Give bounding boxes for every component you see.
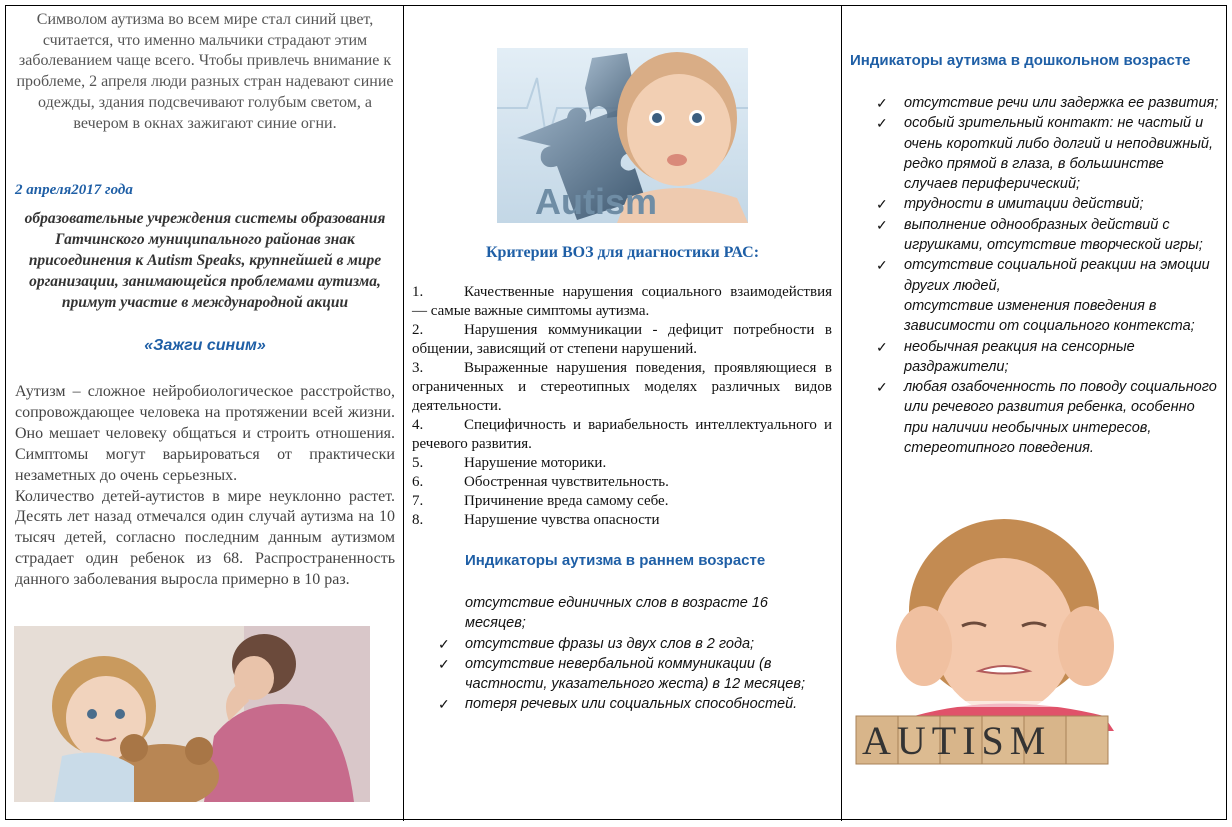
indicator-item — [876, 194, 1221, 214]
check-mark-icon: ✓ — [876, 338, 888, 355]
left-panel — [6, 6, 402, 821]
organizations-paragraph: образовательные учреждения системы образования Гатчинского муниципального районав знак присоединения к Autism Speaks, крупнейшей в мире организации, занимающейся проблемами аутизма, примут участие в международной акции — [24, 210, 386, 311]
indicator-item — [876, 255, 1221, 296]
mother-child-illustration — [14, 626, 370, 802]
criteria-text: Качественные нарушения социального взаимодействия — самые важные симптомы аутизма. — [412, 284, 832, 319]
criteria-number: 1. — [412, 284, 424, 300]
check-mark-icon: ✓ — [876, 196, 888, 213]
criteria-number: 3. — [412, 360, 424, 376]
check-mark-icon: ✓ — [876, 257, 888, 274]
early-indicators-list — [432, 593, 832, 715]
criteria-item — [412, 283, 832, 321]
criteria-number: 7. — [412, 493, 424, 509]
criteria-text: Нарушение моторики. — [464, 455, 607, 471]
check-mark-icon: ✓ — [438, 696, 450, 713]
indicator-text: любая озабоченность по поводу социального или речевого развития ребенка, особенно при наличии необычных интересов, стереотипного поведения. — [904, 379, 1217, 457]
indicator-item — [876, 296, 1221, 337]
criteria-text: Нарушение чувства опасности — [464, 512, 660, 528]
criteria-list — [412, 283, 832, 530]
indicator-text: отсутствие единичных слов в возрасте 16 месяцев; — [465, 595, 768, 632]
check-mark-icon: ✓ — [876, 115, 888, 132]
criteria-item — [412, 454, 832, 473]
indicator-item — [876, 337, 1221, 378]
criteria-number: 6. — [412, 474, 424, 490]
preschool-indicators-list — [876, 93, 1221, 458]
indicator-text: необычная реакция на сенсорные раздражители; — [904, 338, 1135, 375]
indicator-item — [876, 215, 1221, 256]
middle-panel — [403, 6, 840, 821]
early-indicators-title: Индикаторы аутизма в раннем возрасте — [465, 552, 766, 569]
indicator-text: особый зрительный контакт: не частый и очень короткий либо долгий и неподвижный, редко прямой в глаза, в большинстве случаев периферический; — [904, 115, 1214, 193]
campaign-name: «Зажги синим» — [144, 337, 266, 354]
criteria-title: Критерии ВОЗ для диагностики РАС: — [485, 244, 760, 261]
indicator-text: отсутствие изменения поведения в зависимости от социального контекста; — [904, 297, 1195, 335]
criteria-item — [412, 473, 832, 492]
criteria-item — [412, 416, 832, 454]
intro-paragraph: Символом аутизма во всем мире стал синий цвет, считается, что именно мальчики страдают этим заболеванием чаще всего. Чтобы привлечь внимание к проблеме, 2 апреля люди разных стран надевают синие одежды, здания подсвечивают голубым светом, а вечером в окнах зажигают синие огни. — [16, 11, 394, 132]
indicator-item — [432, 593, 832, 634]
description-paragraph-2: Количество детей-аутистов в мире неуклонно растет. Десять лет назад отмечался один случай аутизма на 10 тысяч детей, согласно последним данным аутизмом страдает один ребенок из 68. Распространенность данного заболевания выросла примерно в 10 раз. — [15, 487, 395, 589]
indicator-text: трудности в имитации действий; — [904, 196, 1144, 213]
indicator-text: отсутствие невербальной коммуникации (в частности, указательного жеста) в 12 месяцев; — [465, 655, 805, 693]
description-paragraph-1: Аутизм – сложное нейробиологическое расстройство, сопровождающее человека на протяжении всей жизни. Оно мешает человеку общаться и строить отношения. Симптомы могут варьироваться от практически незаметных до очень серьезных. — [15, 383, 395, 484]
criteria-text: Специфичность и вариабельность интеллектуального и речевого развития. — [412, 417, 832, 452]
autism-banner-image — [497, 48, 748, 223]
criteria-text: Причинение вреда самому себе. — [464, 493, 669, 509]
indicator-item — [876, 113, 1221, 194]
criteria-item — [412, 492, 832, 511]
mother-child-photo — [14, 626, 370, 802]
criteria-text: Выраженные нарушения поведения, проявляющиеся в ограниченных и стереотипных моделях различных видов деятельности. — [412, 360, 832, 414]
event-date: 2 апреля2017 года — [15, 182, 133, 198]
banner-title: Autism — [535, 181, 658, 222]
indicator-item — [876, 377, 1221, 458]
criteria-item — [412, 359, 832, 416]
child-covering-ears-photo — [854, 516, 1199, 771]
criteria-number: 4. — [412, 417, 424, 433]
criteria-item — [412, 511, 832, 530]
criteria-number: 5. — [412, 455, 424, 471]
check-mark-icon: ✓ — [876, 95, 888, 111]
blocks-text: AUTISM — [862, 718, 1052, 763]
baby-puzzle-illustration — [497, 48, 748, 223]
right-panel — [841, 6, 1226, 821]
check-mark-icon: ✓ — [438, 635, 450, 652]
indicator-text: отсутствие фразы из двух слов в 2 года; — [465, 635, 755, 652]
preschool-indicators-title: Индикаторы аутизма в дошкольном возрасте — [850, 52, 1191, 69]
indicator-item — [432, 654, 832, 695]
criteria-text: Нарушения коммуникации - дефицит потребности в общении, зависящий от степени нарушений. — [412, 322, 832, 357]
criteria-number: 8. — [412, 512, 424, 528]
criteria-text: Обостренная чувствительность. — [464, 474, 669, 490]
child-blocks-illustration — [854, 516, 1199, 771]
autism-description — [15, 382, 395, 591]
indicator-item — [432, 694, 832, 714]
autism-letter-blocks — [856, 716, 1108, 764]
check-mark-icon: ✓ — [876, 216, 888, 233]
criteria-item — [412, 321, 832, 359]
indicator-text: отсутствие социальной реакции на эмоции других людей, — [904, 257, 1210, 294]
indicator-text: потеря речевых или социальных способностей. — [465, 696, 798, 713]
indicator-text: выполнение однообразных действий с игрушками, отсутствие творческой игры; — [904, 216, 1203, 254]
criteria-number: 2. — [412, 322, 424, 338]
check-mark-icon: ✓ — [438, 655, 450, 672]
indicator-text: отсутствие речи или задержка ее развития; — [904, 95, 1219, 111]
indicator-item — [876, 93, 1221, 113]
check-mark-icon: ✓ — [876, 379, 888, 396]
indicator-item — [432, 634, 832, 654]
